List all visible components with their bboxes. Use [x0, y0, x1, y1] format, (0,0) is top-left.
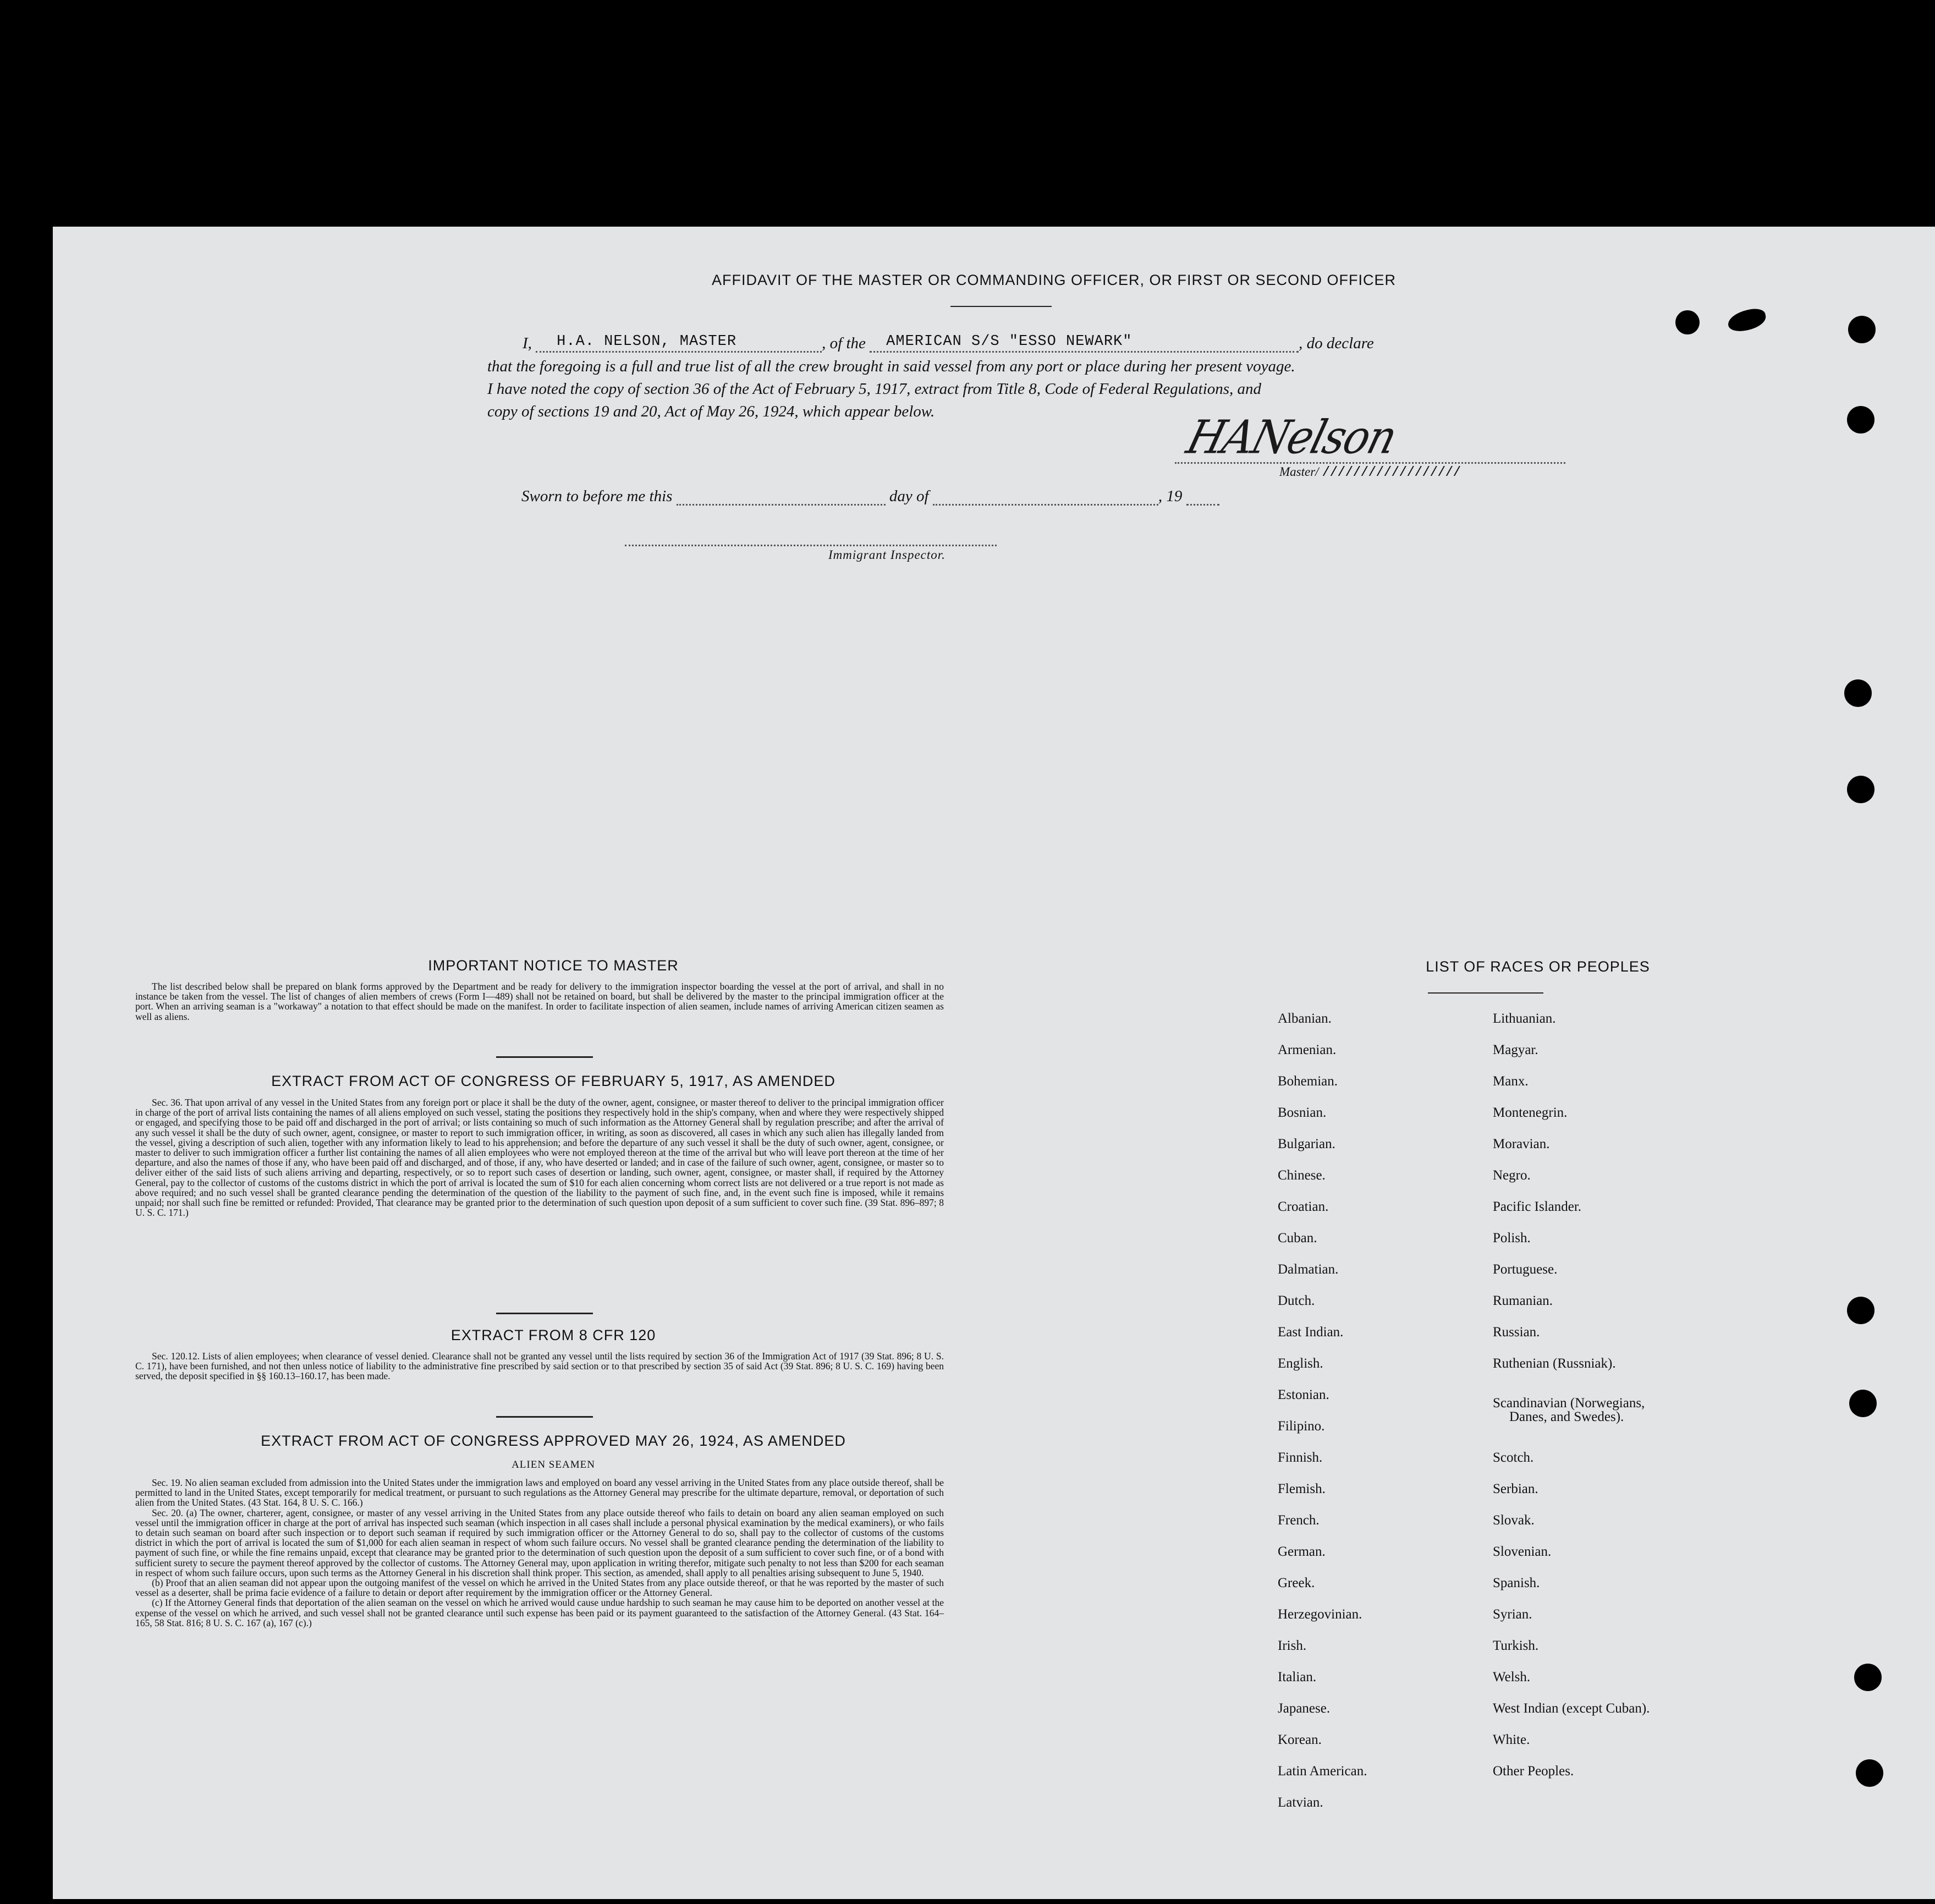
race-item: Ruthenian (Russniak).	[1493, 1356, 1616, 1371]
races-title: LIST OF RACES OR PEOPLES	[1426, 958, 1650, 975]
document-page	[53, 227, 1935, 1899]
decl-mid: , of the	[822, 334, 866, 352]
race-item: Bohemian.	[1278, 1074, 1338, 1089]
race-item: Other Peoples.	[1493, 1764, 1574, 1779]
sworn-pre: Sworn to before me this	[521, 487, 673, 505]
sworn-line	[521, 487, 1219, 506]
race-item: Moravian.	[1493, 1137, 1550, 1151]
race-item: Herzegovinian.	[1278, 1607, 1362, 1622]
notice-body	[135, 981, 944, 1022]
affidavit-title: AFFIDAVIT OF THE MASTER OR COMMANDING OFFICER, OR FIRST OR SECOND OFFICER	[711, 272, 1397, 288]
sworn-year-field[interactable]	[1186, 490, 1219, 506]
race-item: Polish.	[1493, 1231, 1531, 1245]
race-item: Lithuanian.	[1493, 1011, 1556, 1026]
extract-1924-title: EXTRACT FROM ACT OF CONGRESS APPROVED MAY 26, 1924, AS AMENDED	[261, 1433, 846, 1449]
race-item: Croatian.	[1278, 1199, 1329, 1214]
race-item: Dutch.	[1278, 1293, 1315, 1308]
punch-hole	[1675, 310, 1700, 334]
sworn-day-of: day of	[889, 487, 929, 505]
race-item: Rumanian.	[1493, 1293, 1553, 1308]
race-item: Finnish.	[1278, 1450, 1323, 1465]
declaration-line-1	[523, 334, 1573, 353]
race-item: Latin American.	[1278, 1764, 1367, 1779]
race-item: Korean.	[1278, 1732, 1322, 1747]
race-item: Bosnian.	[1278, 1105, 1327, 1120]
race-item: Greek.	[1278, 1576, 1315, 1590]
decl-pre: I,	[523, 334, 532, 352]
race-item: Italian.	[1278, 1670, 1317, 1684]
race-item: Slovak.	[1493, 1513, 1535, 1528]
race-item: French.	[1278, 1513, 1320, 1528]
race-item: Bulgarian.	[1278, 1137, 1335, 1151]
race-item: Cuban.	[1278, 1231, 1317, 1245]
race-item: Chinese.	[1278, 1168, 1326, 1183]
extract-1924-sec20b: (b) Proof that an alien seaman did not appear upon the outgoing manifest of the vessel on which he arrived in the United States from any place outside thereof, or that he was reported by the master of such vessel as a deserter, shall be prima facie evidence of a failure to detain or deport after requirement by the immigration officer or the Attorney General.	[135, 1577, 944, 1599]
race-item: Albanian.	[1278, 1011, 1332, 1026]
race-item: Magyar.	[1493, 1042, 1538, 1057]
race-item: White.	[1493, 1732, 1530, 1747]
extract-cfr-text: Sec. 120.12. Lists of alien employees; when clearance of vessel denied. Clearance shall not be granted any vessel until the lists required by section 36 of the Immigration Act of 1917 (39 Stat. 896; 8 U. S. C. 171), have been furnished, and not then unless notice of liability to the administrative fine prescribed by said section or to that prescribed by section 35 of said Act (39 Stat. 896; 8 U. S. C. 169) having been served, the deposit specified in §§ 160.13–160.17, has been made.	[135, 1351, 944, 1382]
punch-hole	[1847, 406, 1874, 434]
signature-caption-text: Master/	[1279, 465, 1319, 479]
punch-hole	[1854, 1664, 1882, 1691]
extract-1924-subtitle: ALIEN SEAMEN	[512, 1459, 595, 1470]
notice-title: IMPORTANT NOTICE TO MASTER	[428, 957, 679, 974]
race-item: Danes, and Swedes).	[1509, 1409, 1624, 1424]
vessel-name-value: AMERICAN S/S "ESSO NEWARK"	[886, 333, 1133, 350]
inspector-caption: Immigrant Inspector.	[828, 548, 945, 562]
extract-1917-title: EXTRACT FROM ACT OF CONGRESS OF FEBRUARY 5, 1917, AS AMENDED	[271, 1073, 835, 1089]
master-name-value: H.A. NELSON, MASTER	[557, 333, 737, 350]
punch-hole	[1848, 316, 1876, 343]
race-item: Japanese.	[1278, 1701, 1331, 1716]
race-item: Serbian.	[1493, 1482, 1538, 1496]
race-item: Estonian.	[1278, 1387, 1329, 1402]
declaration-line-2: that the foregoing is a full and true list of all the crew brought in said vessel from any port or place during her present voyage.	[487, 358, 1295, 375]
declaration-line-3: I have noted the copy of section 36 of the Act of February 5, 1917, extract from Title 8, Code of Federal Regulations, and	[487, 380, 1262, 398]
race-item: Manx.	[1493, 1074, 1529, 1089]
punch-hole	[1844, 679, 1872, 707]
ink-blot	[1726, 306, 1768, 334]
punch-hole	[1847, 1297, 1874, 1324]
race-item: Negro.	[1493, 1168, 1531, 1183]
signature: HANelson	[1181, 410, 1402, 464]
extract-cfr-body	[135, 1351, 944, 1381]
extract-1924-sec20c: (c) If the Attorney General finds that deportation of the alien seaman on the vessel on which he arrived would cause undue hardship to such seaman he may cause him to be deported on another vessel at the expense of the vessel on which he arrived, and such vessel shall not be granted clearance until such expense has been paid or its payment guaranteed to the satisfaction of the Attorney General. (43 Stat. 164–165, 58 Stat. 816; 8 U. S. C. 167 (a), 167 (c).)	[135, 1597, 944, 1628]
races-title-underline	[1428, 992, 1543, 994]
extract-1917-divider	[496, 1313, 593, 1314]
race-item: Pacific Islander.	[1493, 1199, 1582, 1214]
sworn-year-label: , 19	[1158, 487, 1183, 505]
extract-1917-text: Sec. 36. That upon arrival of any vessel in the United States from any foreign port or place it shall be the duty of the owner, agent, consignee, or master thereof to deliver to the principal immigration officer in charge of the port of arrival lists containing the names of all aliens employed on such vessel, stating the positions they respectively hold in the ship's company, when and where they were respectively shipped or engaged, and specifying those to be paid off and discharged in the port of arrival; or lists containing so much of such information as the Attorney General shall by regulation prescribe; and after the arrival of any such vessel it shall be the duty of such owner, agent, consignee, or master to report to such immigration officer, in writing, as soon as discovered, all cases in which any such alien has illegally landed from the vessel, giving a description of such alien, together with any information likely to lead to his apprehension; and before the departure of any such vessel it shall be the duty of such owner, agent, consignee, or master to deliver to such immigration officer a further list containing the names of all alien employees who were not employed thereon at the time of the arrival but who will leave port thereon at the time of her departure, and also the names of those if any, who have been paid off and discharged, and of those, if any, who have deserted or landed; and in case of the failure of such owner, agent, consignee, or master so to deliver either of the said lists of such aliens arriving and departing, respectively, or so to report such cases of desertion or landing, such owner, agent, consignee, or master shall, if required by the Attorney General, pay to the collector of customs of the customs district in which the port of arrival is located the sum of $10 for each alien concerning whom correct lists are not delivered or a true report is not made as above required; and no such vessel shall be granted clearance pending the determination of the question of the liability to the payment of such fine, and, in the event such fine is imposed, while it remains unpaid; nor shall such fine be remitted or refunded: Provided, That clearance may be granted prior to the determination of such question upon deposit of a sum sufficient to cover such fine. (39 Stat. 896–897; 8 U. S. C. 171.)	[135, 1097, 944, 1219]
notice-text: The list described below shall be prepared on blank forms approved by the Department and be ready for delivery to the immigration inspector boarding the vessel at the port of arrival, and shall in no instance be taken from the vessel. The list of changes of alien members of crews (Form I—489) shall not be retained on board, but shall be delivered by the master to the principal immigration officer at the port. When an arriving seaman is a "workaway" a notation to that effect should be made on the manifest. In order to facilitate inspection of alien seamen, include names of arriving American citizen seamen as well as aliens.	[135, 981, 944, 1022]
race-item: Welsh.	[1493, 1670, 1531, 1684]
extract-1924-sec20a: Sec. 20. (a) The owner, charterer, agent, consignee, or master of any vessel arriving in the United States from any place outside thereof who fails to detain on board any alien seaman employed on such vessel until the immigration officer in charge at the port of arrival has inspected such seaman (which inspection in all cases shall include a personal physical examination by the medical examiners), or who fails to detain such seaman on board after such inspection or to deport such seaman if required by such immigration officer or the Attorney General to do so, shall pay to the collector of customs of the customs district in which the port of arrival is located the sum of $1,000 for each alien seaman in respect of whom such failure occurs. No vessel shall be granted clearance pending the determination of the liability to payment of such fine, or while the fine remains unpaid, except that clearance may be granted prior to the determination of such question upon the deposit of a sum sufficient to cover such fine, or of a bond with sufficient surety to secure the payment thereof approved by the collector of customs. The Attorney General may, upon application in writing therefor, mitigate such penalty to not less than $200 for each seaman in respect of whom such failure occurs, upon such terms as the Attorney General in his discretion shall think proper. This section, as amended, shall apply to all penalties arising subsequent to June 5, 1940.	[135, 1507, 944, 1578]
race-item: German.	[1278, 1544, 1326, 1559]
punch-hole	[1847, 776, 1874, 803]
race-item: Spanish.	[1493, 1576, 1540, 1590]
race-item: Portuguese.	[1493, 1262, 1558, 1277]
race-item: Armenian.	[1278, 1042, 1337, 1057]
master-name-field[interactable]	[536, 334, 822, 353]
inspector-signature-line	[625, 545, 997, 546]
race-item: Latvian.	[1278, 1795, 1323, 1810]
decl-post: , do declare	[1299, 334, 1374, 352]
signature-caption	[1279, 464, 1460, 480]
race-item: East Indian.	[1278, 1325, 1344, 1340]
race-item: Russian.	[1493, 1325, 1540, 1340]
punch-hole	[1849, 1390, 1877, 1417]
punch-hole	[1856, 1759, 1883, 1787]
race-item: Turkish.	[1493, 1638, 1539, 1653]
race-item: Scotch.	[1493, 1450, 1534, 1465]
race-item: Flemish.	[1278, 1482, 1326, 1496]
struck-out-title: //////////////////	[1322, 464, 1461, 480]
race-item: Irish.	[1278, 1638, 1307, 1653]
extract-1924-body	[135, 1478, 944, 1628]
race-item: Scandinavian (Norwegians,	[1493, 1396, 1645, 1411]
sworn-month-field[interactable]	[933, 490, 1158, 506]
race-item: Filipino.	[1278, 1419, 1325, 1434]
title-underline	[950, 306, 1052, 307]
extract-cfr-title: EXTRACT FROM 8 CFR 120	[450, 1327, 656, 1343]
race-item: West Indian (except Cuban).	[1493, 1701, 1650, 1716]
extract-1924-sec19: Sec. 19. No alien seaman excluded from admission into the United States under the immigration laws and employed on board any vessel arriving in the United States from any place outside thereof, shall be permitted to land in the United States, except temporarily for medical treatment, or pursuant to such regulations as the Attorney General may prescribe for the ultimate departure, removal, or deportation of such alien from the United States. (43 Stat. 164, 8 U. S. C. 166.)	[135, 1477, 944, 1508]
race-item: English.	[1278, 1356, 1323, 1371]
race-item: Syrian.	[1493, 1607, 1532, 1622]
race-item: Montenegrin.	[1493, 1105, 1568, 1120]
extract-1917-body	[135, 1098, 944, 1217]
race-item: Slovenian.	[1493, 1544, 1552, 1559]
declaration-line-4: copy of sections 19 and 20, Act of May 26, 1924, which appear below.	[487, 403, 935, 420]
vessel-name-field[interactable]	[870, 334, 1299, 353]
sworn-date-field[interactable]	[677, 490, 886, 506]
race-item: Dalmatian.	[1278, 1262, 1339, 1277]
notice-divider	[496, 1056, 593, 1058]
extract-cfr-divider	[496, 1416, 593, 1418]
